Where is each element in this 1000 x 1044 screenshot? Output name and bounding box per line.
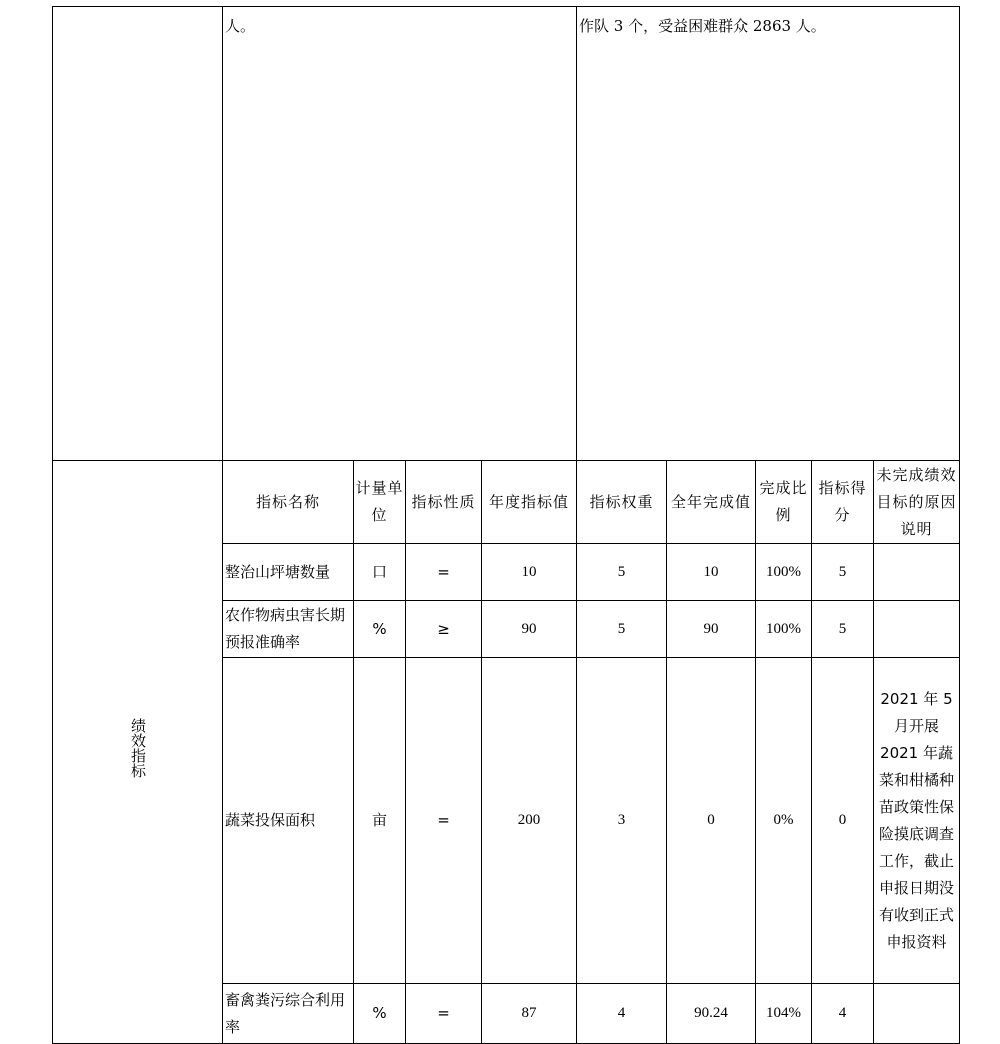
reason-cell [874, 984, 960, 1044]
header-name: 指标名称 [223, 461, 354, 544]
upper-label-cell [53, 7, 223, 461]
score-cell: 5 [812, 544, 874, 601]
header-row [53, 461, 960, 544]
completed-cell: 90 [667, 601, 756, 658]
score-cell: 5 [812, 601, 874, 658]
reason-cell [874, 601, 960, 658]
nature-cell: = [406, 544, 482, 601]
weight-cell: 5 [577, 544, 667, 601]
indicator-name: 蔬菜投保面积 [223, 658, 354, 984]
ratio-cell: 100% [756, 601, 812, 658]
ratio-cell: 0% [756, 658, 812, 984]
goal-text-cell [223, 7, 577, 461]
weight-cell: 4 [577, 984, 667, 1044]
unit-cell: 亩 [354, 658, 406, 984]
unit-cell: 口 [354, 544, 406, 601]
indicator-name: 畜禽粪污综合利用率 [223, 984, 354, 1044]
completed-cell: 0 [667, 658, 756, 984]
completed-cell: 10 [667, 544, 756, 601]
actual-text-cell [577, 7, 960, 461]
header-weight: 指标权重 [577, 461, 667, 544]
indicator-name: 农作物病虫害长期预报准确率 [223, 601, 354, 658]
upper-row [53, 7, 960, 461]
indicator-name: 整治山坪塘数量 [223, 544, 354, 601]
header-ratio: 完成比例 [756, 461, 812, 544]
weight-cell: 3 [577, 658, 667, 984]
nature-cell: = [406, 658, 482, 984]
score-cell: 4 [812, 984, 874, 1044]
performance-table [52, 6, 960, 1044]
header-score: 指标得分 [812, 461, 874, 544]
nature-cell: = [406, 984, 482, 1044]
section-label: 绩效指标 [129, 717, 147, 778]
ratio-cell: 104% [756, 984, 812, 1044]
ratio-cell: 100% [756, 544, 812, 601]
completed-cell: 90.24 [667, 984, 756, 1044]
nature-cell: ≥ [406, 601, 482, 658]
score-cell: 0 [812, 658, 874, 984]
target-cell: 200 [482, 658, 577, 984]
header-nature: 指标性质 [406, 461, 482, 544]
header-unit: 计量单位 [354, 461, 406, 544]
actual-text: 作队 3 个，受益困难群众 2863 人。 [579, 17, 826, 35]
header-completed: 全年完成值 [667, 461, 756, 544]
target-cell: 90 [482, 601, 577, 658]
unit-cell: % [354, 984, 406, 1044]
reason-cell [874, 544, 960, 601]
reason-cell: 2021 年 5 月开展 2021 年蔬菜和柑橘种苗政策性保险摸底调查工作，截止申报日期没有收到正式申报资料 [874, 658, 960, 984]
section-label-cell [53, 461, 223, 1044]
weight-cell: 5 [577, 601, 667, 658]
header-reason: 未完成绩效目标的原因说明 [874, 461, 960, 544]
goal-text: 人。 [225, 17, 256, 35]
target-cell: 87 [482, 984, 577, 1044]
unit-cell: % [354, 601, 406, 658]
header-target: 年度指标值 [482, 461, 577, 544]
target-cell: 10 [482, 544, 577, 601]
